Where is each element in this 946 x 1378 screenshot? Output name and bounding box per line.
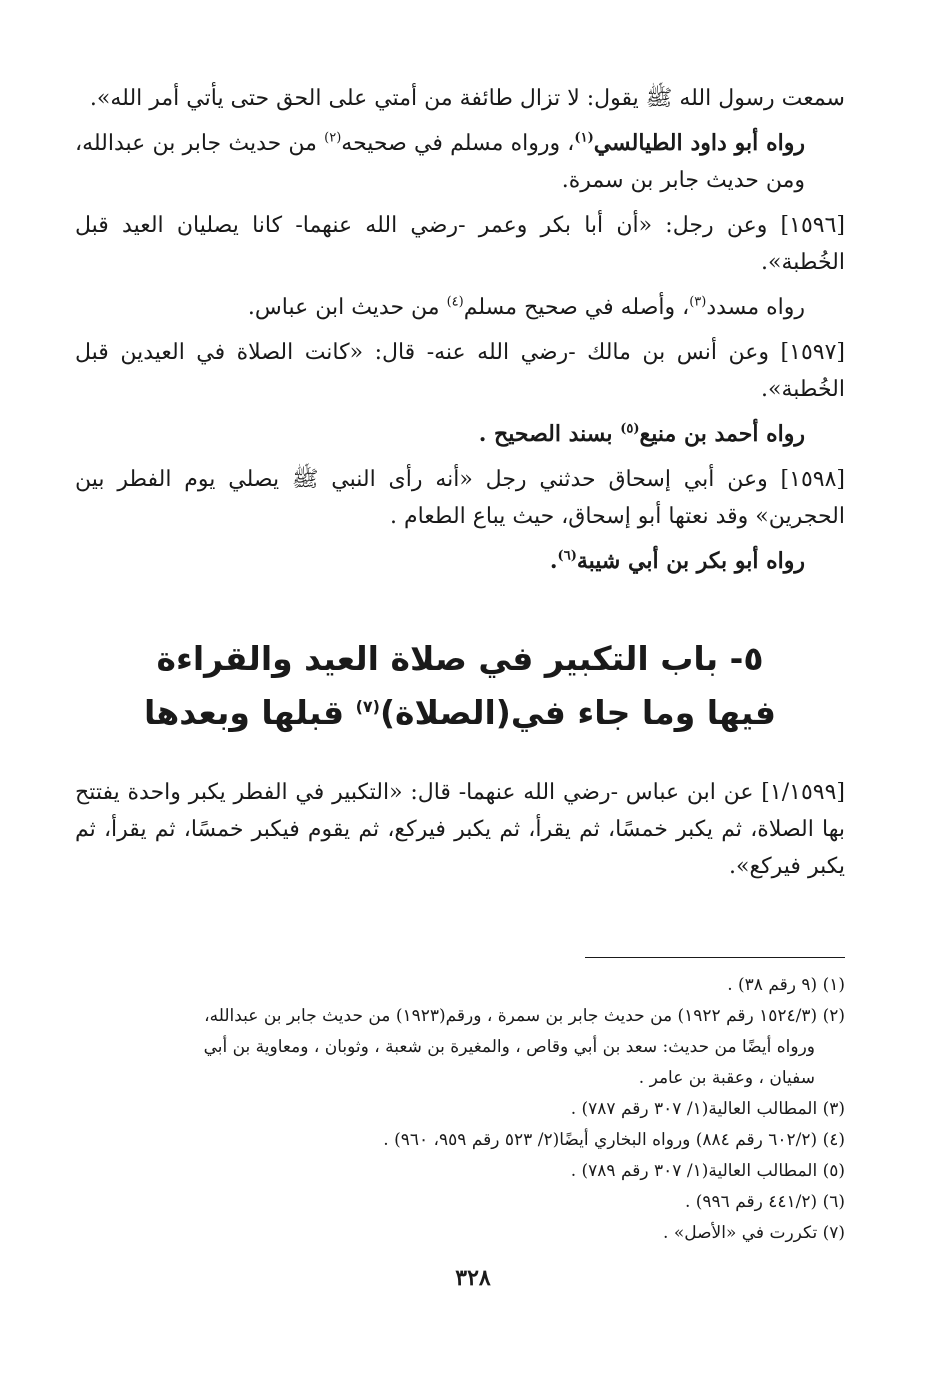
footnote-3: (٣) المطالب العالية(١/ ٣٠٧ رقم ٧٨٧) . <box>570 1099 845 1119</box>
source-text: رواه مسدد <box>706 295 805 320</box>
footnote-ref[interactable]: (٤) <box>446 294 464 310</box>
footnote-2-continued: ورواه أيضًا من حديث: سعد بن أبي وقاص ، والمغيرة بن شعبة ، وثوبان ، ومعاوية بن أبي <box>203 1037 815 1057</box>
source-text: رواه أبو بكر بن أبي شيبة <box>576 548 805 574</box>
source-text: ، ورواه مسلم في صحيحه <box>341 131 575 156</box>
source-text: من حديث ابن عباس. <box>247 295 447 320</box>
footnote-divider <box>585 957 845 958</box>
footnotes-list <box>75 970 845 1249</box>
heading-text: فيها وما جاء في(الصلاة) <box>379 693 776 732</box>
paragraph-hadith-text: سمعت رسول الله ﷺ يقول: لا تزال طائفة من أمتي على الحق حتى يأتي أمر الله». <box>89 86 845 111</box>
footnote-ref[interactable]: (٣) <box>689 294 707 310</box>
footnote-ref[interactable]: (٢) <box>324 130 342 146</box>
paragraph-hadith-1598: [١٥٩٨] وعن أبي إسحاق حدثني رجل «أنه رأى النبي ﷺ يصلي يوم الفطر بين الحجرين» وقد نعتها أبو إسحاق، حيث يباع الطعام . <box>75 467 845 529</box>
paragraph-hadith-1596: [١٥٩٦] وعن رجل: «أن أبا بكر وعمر -رضي الله عنهما- كانا يصليان العيد قبل الخُطبة». <box>75 213 845 275</box>
heading-text: قبلها وبعدها <box>144 693 356 732</box>
page-number: ٣٢٨ <box>455 1265 491 1291</box>
footnote-1: (١) (٩ رقم ٣٨) . <box>727 975 845 995</box>
footnote-ref[interactable]: (٦) <box>557 548 577 564</box>
source-text: رواه أحمد بن منيع <box>639 421 805 447</box>
footnotes-area <box>75 0 845 1378</box>
source-text: بسند الصحيح . <box>478 421 621 447</box>
source-text: ، وأصله في صحيح مسلم <box>463 295 690 320</box>
footnote-2: (٢) (١٥٢٤/٣ رقم ١٩٢٢) من حديث جابر بن سمرة ، ورقم(١٩٢٣) من حديث جابر بن عبدالله، <box>204 1006 845 1026</box>
footnote-5: (٥) المطالب العالية(١/ ٣٠٧ رقم ٧٨٩) . <box>570 1161 845 1181</box>
source-text: رواه أبو داود الطيالسي <box>593 130 806 156</box>
footnote-ref[interactable]: (١) <box>574 130 594 146</box>
footnote-6: (٦) (٤٤١/٢ رقم ٩٩٦) . <box>684 1192 845 1212</box>
source-text: . <box>549 548 558 574</box>
chapter-heading-line-1: ٥- باب التكبير في صلاة العيد والقراءة <box>156 639 764 678</box>
footnote-ref[interactable]: (٧) <box>355 697 380 716</box>
footnote-7: (٧) تكررت في «الأصل» . <box>663 1223 845 1243</box>
footnote-2-continued: سفيان ، وعقبة بن عامر . <box>638 1068 815 1088</box>
footnote-ref[interactable]: (٥) <box>620 421 640 437</box>
footnote-4: (٤) (٦٠٢/٢ رقم ٨٨٤) ورواه البخاري أيضًا(٢/ ٥٢٣ رقم ٩٥٩، ٩٦٠) . <box>383 1130 845 1150</box>
source-text: من حديث جابر بن عبدالله، ومن حديث جابر بن سمرة. <box>75 131 805 193</box>
paragraph-hadith-1597: [١٥٩٧] وعن أنس بن مالك -رضي الله عنه- قال: «كانت الصلاة في العيدين قبل الخُطبة». <box>75 340 845 402</box>
paragraph-hadith-1599: [١/١٥٩٩] عن ابن عباس -رضي الله عنهما- قال: «التكبير في الفطر يكبر واحدة يفتتح بها الصلاة، ثم يكبر خمسًا، ثم يقرأ، ثم يكبر فيركع، ثم يقوم فيكبر خمسًا، ثم يقرأ، ثم يكبر فيركع». <box>75 780 845 879</box>
